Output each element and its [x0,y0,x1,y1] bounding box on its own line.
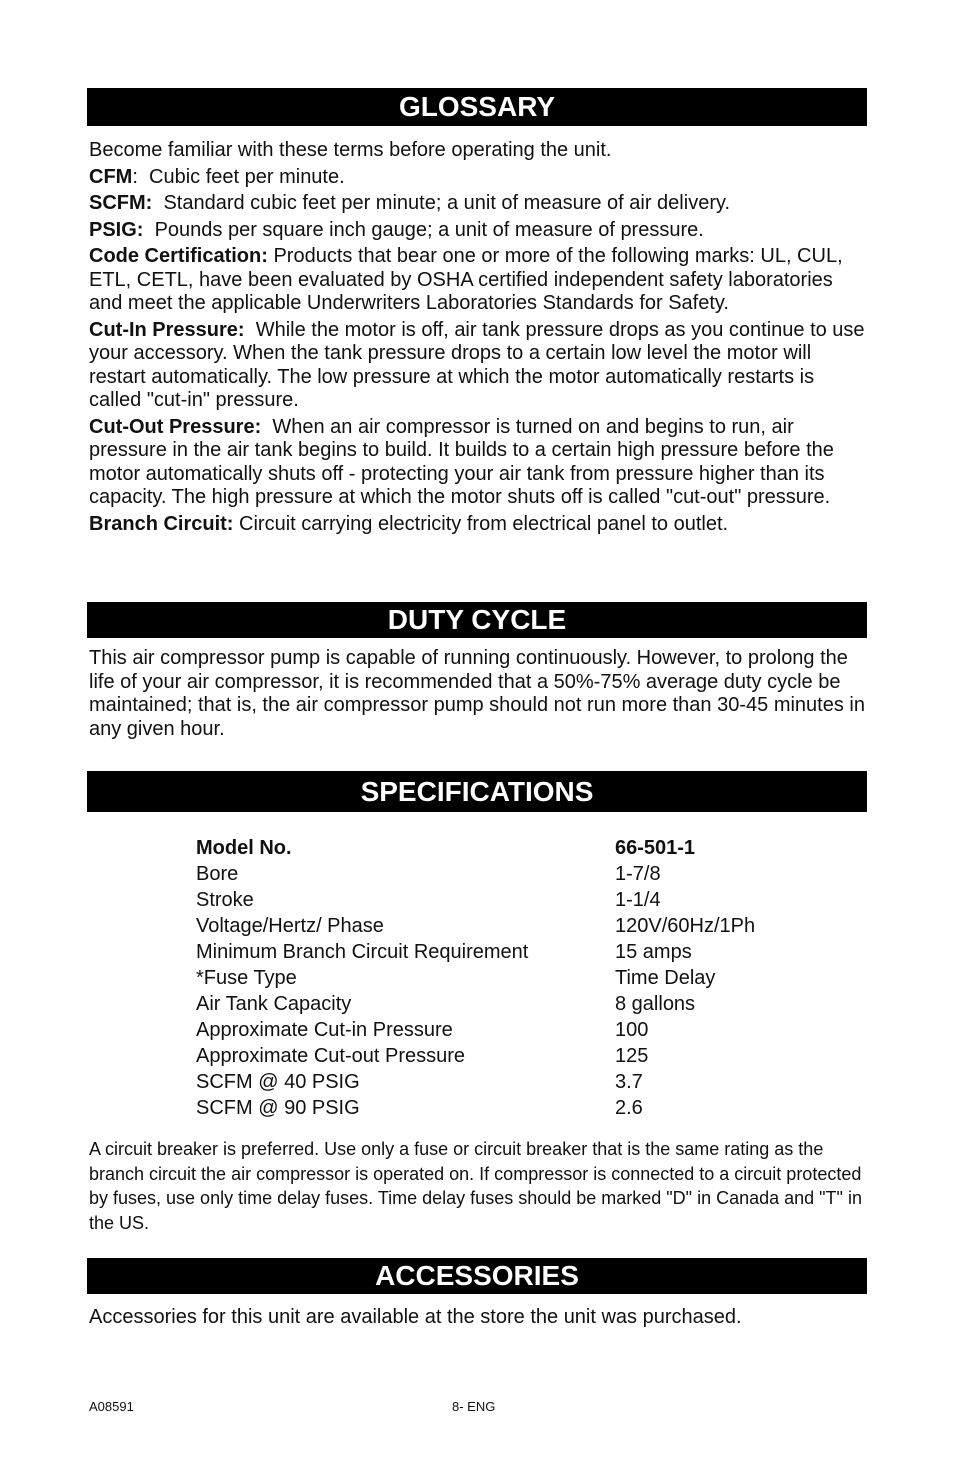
duty-cycle-text: This air compressor pump is capable of running continuously. However, to prolong the life of your air compressor, it is recommended that a 50%-75% average duty cycle be maintained; that is, the air compressor pump should not run more than 30-45 minutes in any given hour. [89,647,865,740]
fuse-note: A circuit breaker is preferred. Use only a fuse or circuit breaker that is the same rating as the branch circuit the air compressor is operated on. If compressor is connected to a circuit protected by fuses, use only time delay fuses. Time delay fuses should be marked "D" in Canada and "T" in the US. [89,1139,862,1233]
page-number: 8- ENG [452,1399,496,1414]
glossary-intro: Become familiar with these terms before operating the unit. [89,139,612,161]
spec-row: Stroke 1-1/4 [196,889,661,911]
specifications-heading: SPECIFICATIONS [87,771,867,812]
glossary-term-psig: PSIG: Pounds per square inch gauge; a unit of measure of pressure. [89,218,704,241]
document-code: A08591 [89,1399,134,1414]
glossary-body [89,139,869,539]
spec-row: Air Tank Capacity 8 gallons [196,993,696,1015]
spec-row: Bore 1-7/8 [196,863,661,885]
spec-row: SCFM @ 90 PSIG 2.6 [196,1097,643,1119]
spec-row: Approximate Cut-out Pressure 125 [196,1045,649,1067]
duty-cycle-heading: DUTY CYCLE [87,602,867,638]
accessories-heading: ACCESSORIES [87,1258,867,1294]
spec-row: *Fuse Type Time Delay [196,967,716,989]
glossary-term-code-certification: Code Certification: Products that bear one or more of the following marks: UL, CUL, ETL, CETL, have been evaluated by OSHA certified independent safety laboratories and meet the applicable Underwriters Laboratories Standards for Safety. [89,245,843,314]
specifications-table [196,835,836,1121]
spec-row: SCFM @ 40 PSIG 3.7 [196,1071,643,1093]
glossary-term-scfm: SCFM: Standard cubic feet per minute; a unit of measure of air delivery. [89,192,731,214]
accessories-text: Accessories for this unit are available at the store the unit was purchased. [89,1306,742,1328]
spec-row: Minimum Branch Circuit Requirement 15 amps [196,941,692,963]
glossary-term-cut-in: Cut-In Pressure: While the motor is off, air tank pressure drops as you continue to use your accessory. When the tank pressure drops to a certain low level the motor will restart automatically. The low pressure at which the motor automatically restarts is called "cut-in" pressure. [89,318,865,411]
spec-row: Approximate Cut-in Pressure 100 [196,1019,649,1041]
spec-header-row: Model No. 66-501-1 [196,837,696,859]
glossary-heading: GLOSSARY [87,88,867,126]
glossary-term-cfm: CFM: Cubic feet per minute. [89,165,345,188]
glossary-term-cut-out: Cut-Out Pressure: When an air compressor is turned on and begins to run, air pressure in the air tank begins to build. It builds to a certain high pressure before the motor automatically shuts off - protecting your air tank from pressure higher than its capacity. The high pressure at which the motor shuts off is called "cut-out" pressure. [89,415,834,508]
glossary-term-branch-circuit: Branch Circuit: Circuit carrying electricity from electrical panel to outlet. [89,512,729,535]
spec-row: Voltage/Hertz/ Phase 120V/60Hz/1Ph [196,915,756,937]
